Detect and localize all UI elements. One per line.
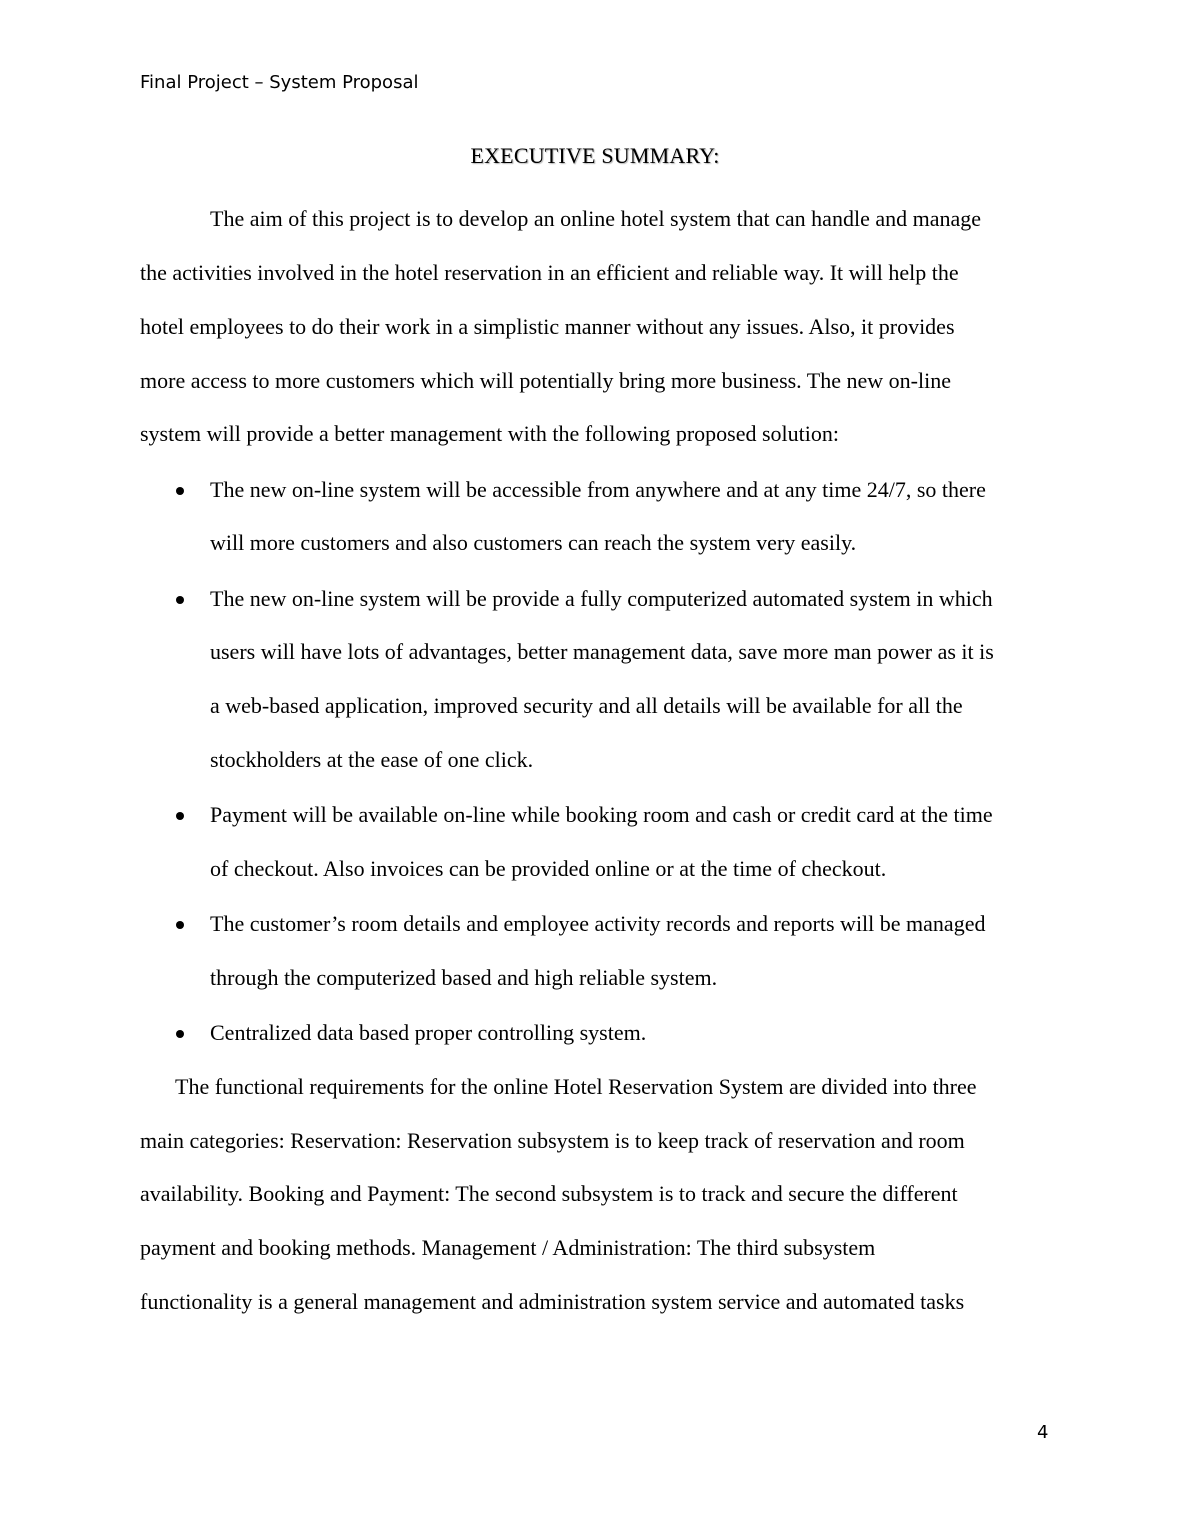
paragraph-line: the activities involved in the hotel reservation in an efficient and reliable way. It will help the <box>140 260 959 285</box>
page-title: EXECUTIVE SUMMARY: <box>470 143 720 168</box>
paragraph-line: The functional requirements for the online Hotel Reservation System are divided into three <box>175 1074 977 1099</box>
list-item-line: Centralized data based proper controlling system. <box>210 1020 647 1045</box>
list-item-line: The new on-line system will be provide a fully computerized automated system in which <box>210 586 993 611</box>
list-item-line: The new on-line system will be accessible from anywhere and at any time 24/7, so there <box>210 477 986 502</box>
paragraph-line: more access to more customers which will potentially bring more business. The new on-line <box>140 368 951 393</box>
bullet-icon <box>174 1018 186 1048</box>
list-item-line: will more customers and also customers can reach the system very easily. <box>210 530 857 555</box>
paragraph-line: main categories: Reservation: Reservation subsystem is to keep track of reservation and room <box>140 1128 965 1153</box>
bullet-icon <box>174 909 186 939</box>
list-item-line: The customer’s room details and employee activity records and reports will be managed <box>210 911 986 936</box>
list-item-line: of checkout. Also invoices can be provided online or at the time of checkout. <box>210 856 887 881</box>
bullet-icon <box>174 475 186 505</box>
list-item-line: users will have lots of advantages, better management data, save more man power as it is <box>210 639 994 664</box>
paragraph-line: The aim of this project is to develop an online hotel system that can handle and manage <box>210 206 981 231</box>
list-item-line: stockholders at the ease of one click. <box>210 747 534 772</box>
running-header: Final Project – System Proposal <box>140 72 419 93</box>
paragraph-line: availability. Booking and Payment: The second subsystem is to track and secure the different <box>140 1181 958 1206</box>
bullet-icon <box>174 800 186 830</box>
paragraph-line: functionality is a general management and administration system service and automated tasks <box>140 1289 965 1314</box>
list-item-line: a web-based application, improved security and all details will be available for all the <box>210 693 963 718</box>
paragraph-line: system will provide a better management with the following proposed solution: <box>140 421 839 446</box>
paragraph-line: hotel employees to do their work in a simplistic manner without any issues. Also, it provides <box>140 314 955 339</box>
list-item-line: through the computerized based and high reliable system. <box>210 965 718 990</box>
bullet-icon <box>174 584 186 614</box>
page-number: 4 <box>1037 1422 1049 1443</box>
paragraph-line: payment and booking methods. Management / Administration: The third subsystem <box>140 1235 876 1260</box>
list-item-line: Payment will be available on-line while booking room and cash or credit card at the time <box>210 802 993 827</box>
